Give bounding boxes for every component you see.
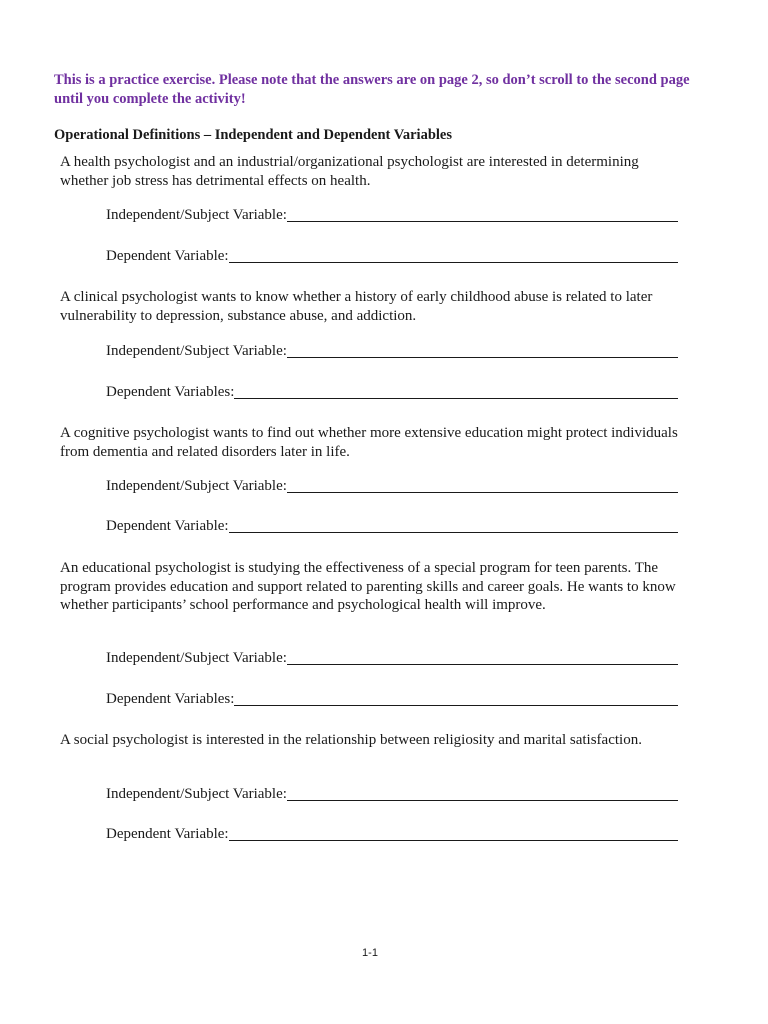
dependent-variables-answer-line[interactable] (234, 690, 678, 706)
dependent-variable-row (106, 825, 678, 843)
independent-variable-answer-line[interactable] (287, 785, 678, 801)
dependent-variables-label: Dependent Variables: (106, 384, 235, 400)
dependent-variables-row (106, 383, 678, 401)
dependent-variables-label: Dependent Variables: (106, 691, 235, 707)
page-number: 1-1 (362, 947, 378, 959)
independent-variable-row (106, 206, 678, 224)
independent-variable-label: Independent/Subject Variable: (106, 207, 287, 223)
dependent-variable-label: Dependent Variable: (106, 248, 229, 264)
independent-variable-answer-line[interactable] (287, 477, 678, 493)
independent-variable-answer-line[interactable] (287, 649, 678, 665)
dependent-variable-row (106, 247, 678, 265)
practice-notice: This is a practice exercise. Please note that the answers are on page 2, so don’t scroll to the second page until you complete the activity! (54, 72, 690, 107)
independent-variable-row (106, 342, 678, 360)
independent-variable-label: Independent/Subject Variable: (106, 343, 287, 359)
section-heading: Operational Definitions – Independent and Dependent Variables (54, 127, 453, 143)
dependent-variables-answer-line[interactable] (234, 383, 678, 399)
independent-variable-row (106, 477, 678, 495)
independent-variable-answer-line[interactable] (287, 342, 678, 358)
dependent-variable-answer-line[interactable] (229, 247, 678, 263)
scenario-text: A health psychologist and an industrial/organizational psychologist are interested in determining whether job stress has detrimental effects on health. (60, 154, 639, 189)
dependent-variable-row (106, 517, 678, 535)
scenario-text: An educational psychologist is studying the effectiveness of a special program for teen parents. The program provides education and support related to parenting skills and career goals. He wants to know whether participants’ school performance and psychological health will improve. (60, 560, 676, 613)
dependent-variable-answer-line[interactable] (229, 517, 678, 533)
scenario-text: A cognitive psychologist wants to find out whether more extensive education might protect individuals from dementia and related disorders later in life. (60, 425, 678, 460)
independent-variable-label: Independent/Subject Variable: (106, 786, 287, 802)
dependent-variables-row (106, 690, 678, 708)
independent-variable-answer-line[interactable] (287, 206, 678, 222)
scenario-text: A social psychologist is interested in the relationship between religiosity and marital satisfaction. (60, 732, 642, 748)
independent-variable-row (106, 785, 678, 803)
independent-variable-label: Independent/Subject Variable: (106, 650, 287, 666)
scenario-text: A clinical psychologist wants to know whether a history of early childhood abuse is related to later vulnerability to depression, substance abuse, and addiction. (60, 289, 653, 324)
dependent-variable-label: Dependent Variable: (106, 826, 229, 842)
independent-variable-label: Independent/Subject Variable: (106, 478, 287, 494)
independent-variable-row (106, 649, 678, 667)
dependent-variable-label: Dependent Variable: (106, 518, 229, 534)
dependent-variable-answer-line[interactable] (229, 825, 678, 841)
